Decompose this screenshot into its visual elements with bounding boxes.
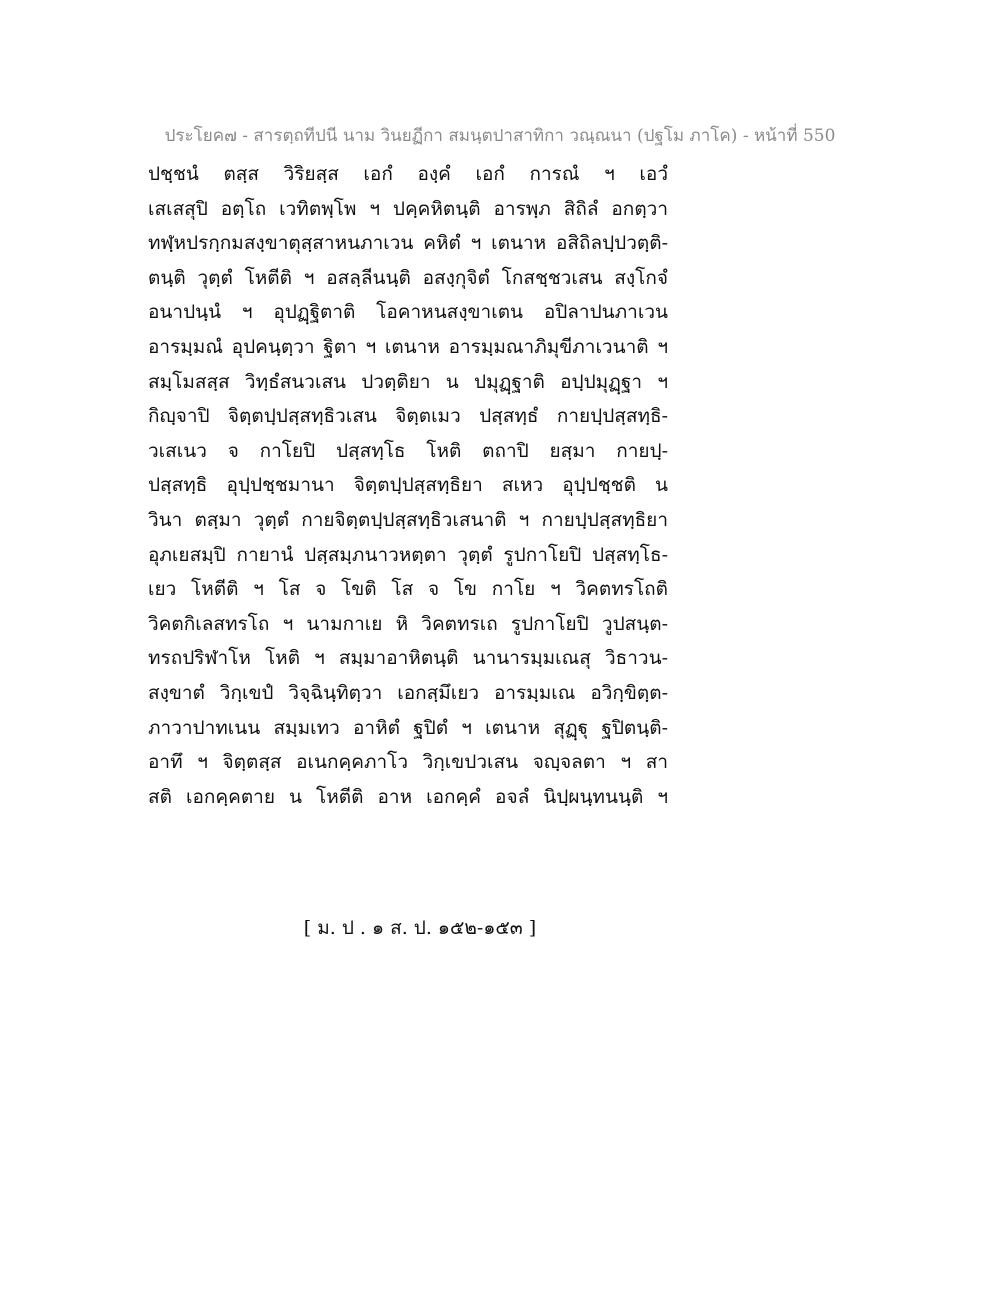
text-line: สมฺโมสสฺส วิทฺธํสนวเสน ปวตฺติยา น ปมุฏฺฐาติ อปฺปมุฏฺฐา ฯ	[148, 370, 668, 393]
text-line: ภาวาปาทเนน สมฺมเทว อาหิตํ ฐปิตํ ฯ เตนาห สุฏฺฐุ ฐปิตนฺติ-	[148, 716, 668, 739]
text-line: สงฺขาตํ วิกฺเขปํ วิจฺฉินฺทิตฺวา เอกสฺมึเยว อารมฺมเณ อวิกฺขิตฺต-	[148, 681, 668, 704]
text-line: อุภเยสมฺปิ กายานํ ปสฺสมฺภนาวหตฺตา วุตฺตํ รูปกาโยปิ ปสฺสทฺโธ-	[148, 543, 668, 566]
text-line: อาทึ ฯ จิตฺตสฺส อเนกคฺคภาโว วิกฺเขปวเสน จญฺจลตา ฯ สา	[148, 751, 668, 774]
text-line: วิคตกิเลสทรโถ ฯ นามกาเย หิ วิคตทรเถ รูปกาโยปิ วูปสนฺต-	[148, 612, 668, 635]
text-line: วเสเนว จ กาโยปิ ปสฺสทฺโธ โหติ ตถาปิ ยสฺมา กายปฺ-	[148, 439, 668, 462]
text-line: สติ เอกคฺคตาย น โหตีติ อาห เอกคฺคํ อจลํ นิปฺผนฺทนนฺติ ฯ	[148, 785, 668, 808]
text-line: ทรถปริฬาโห โหติ ฯ สมฺมาอาหิตนฺติ นานารมฺมเณสุ วิธาวน-	[148, 647, 668, 670]
text-line: ทฬฺหปรกฺกมสงฺขาตุสฺสาหนภาเวน คหิตํ ฯ เตนาห อสิถิลปฺปวตฺติ-	[148, 232, 668, 255]
body-text	[148, 157, 668, 814]
citation-reference: [ ม. ป . ๑ ส. ป. ๑๕๒-๑๕๓ ]	[303, 917, 537, 939]
text-line: อารมฺมณํ อุปคนฺตฺวา ฐิตา ฯ เตนาห อารมฺมณาภิมุขีภาเวนาติ ฯ	[148, 335, 668, 358]
text-line: ปสฺสทฺธิ อุปฺปชฺชมานา จิตฺตปฺปสฺสทฺธิยา สเหว อุปฺปชฺชติ น	[148, 474, 668, 497]
text-line: ปชฺชนํ ตสฺส วิริยสฺส เอกํ องฺคํ เอกํ การณํ ฯ เอวํ	[148, 163, 668, 185]
page-header: ประโยค๗ - สารตฺถทีปนี นาม วินยฏีกา สมนฺตปาสาทิกา วณฺณนา (ปฐโม ภาโค) - หน้าที่ 550	[164, 126, 836, 146]
text-line: อนาปนฺนํ ฯ อุปฏฺฐิตาติ โอคาหนสงฺขาเตน อปิลาปนภาเวน	[148, 301, 668, 324]
text-line: เสเสสุปิ อตฺโถ เวทิตพฺโพ ฯ ปคฺคหิตนฺติ อารพฺภ สิถิลํ อกตฺวา	[148, 197, 668, 220]
text-line: เยว โหตีติ ฯ โส จ โขติ โส จ โข กาโย ฯ วิคตทรโถติ	[148, 578, 668, 601]
text-line: กิญฺจาปิ จิตฺตปฺปสฺสทฺธิวเสน จิตฺตเมว ปสฺสทฺธํ กายปฺปสฺสทฺธิ-	[148, 405, 668, 428]
text-line: ตนฺติ วุตฺตํ โหตีติ ฯ อสลฺลีนนฺติ อสงฺกุจิตํ โกสชฺชวเสน สงฺโกจํ	[148, 266, 668, 289]
text-line: วินา ตสฺมา วุตฺตํ กายจิตฺตปฺปสฺสทฺธิวเสนาติ ฯ กายปฺปสฺสทฺธิยา	[148, 508, 668, 531]
